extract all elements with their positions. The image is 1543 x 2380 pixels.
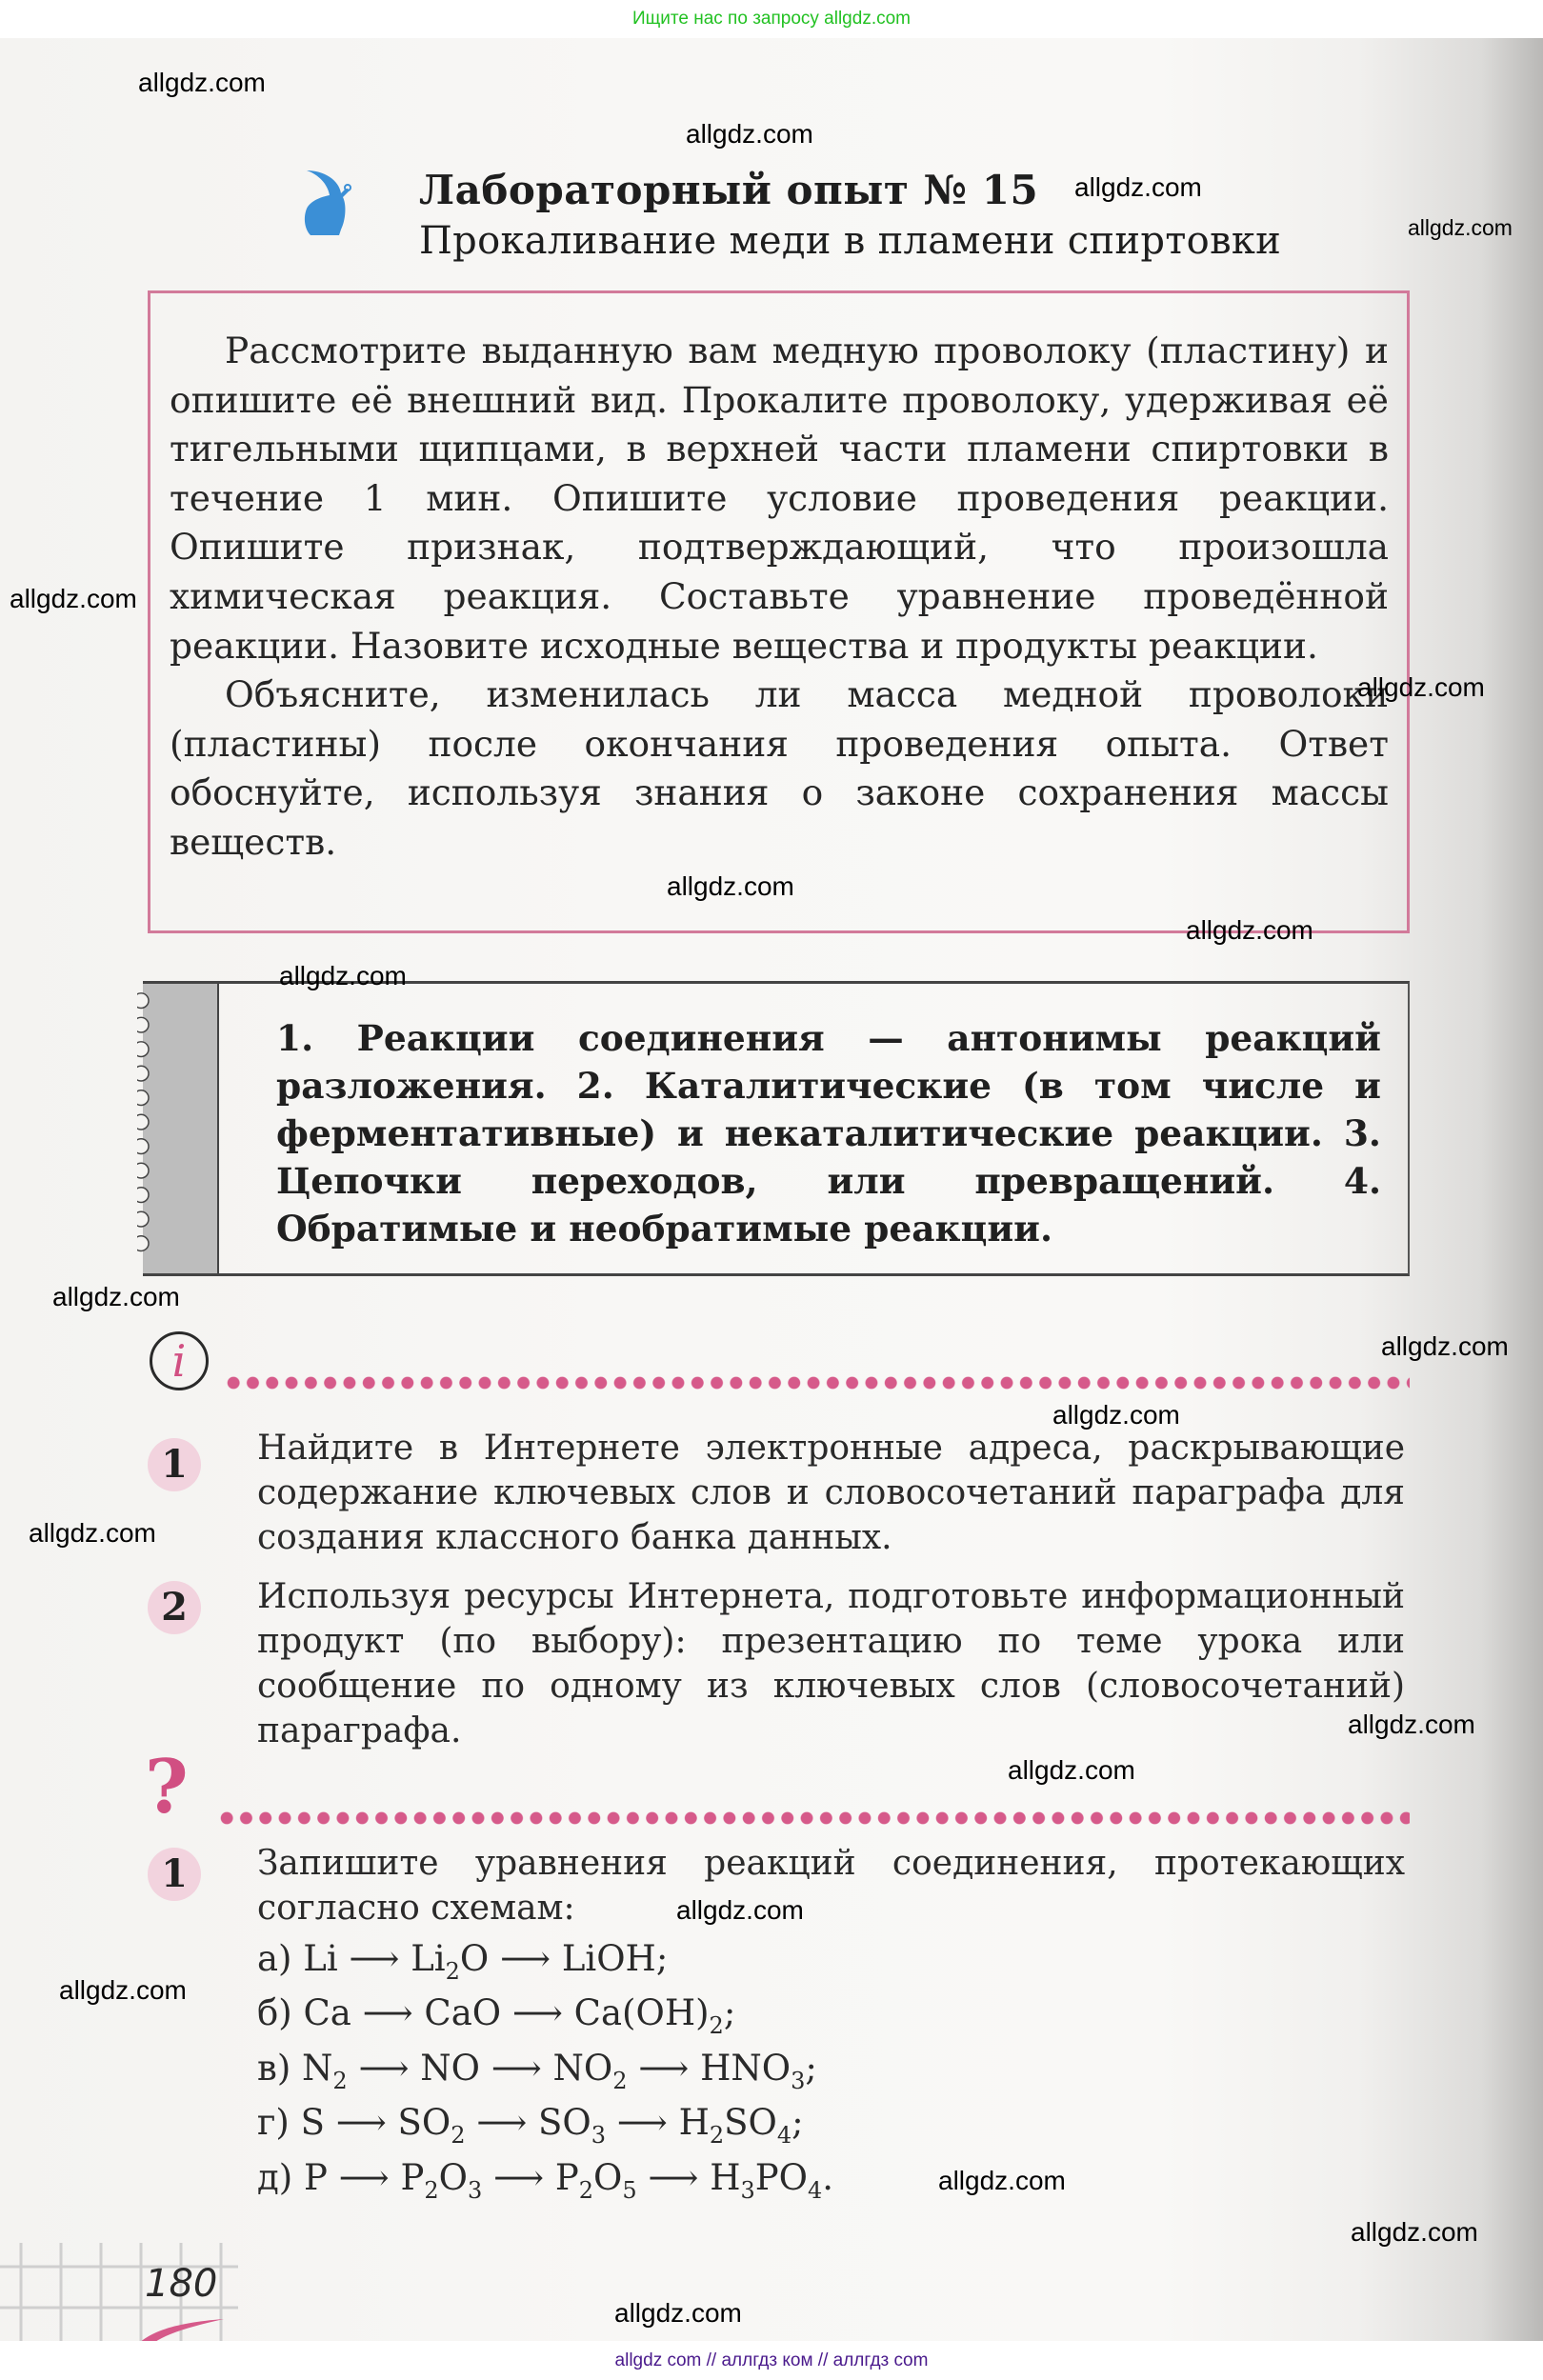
exercise-text: Используя ресурсы Интернета, подготовьте информационный продукт (по выбору): презентацию по теме урока или сообщение по одному из ключевых слов (словосочетаний) параграфа.: [257, 1577, 1405, 1750]
lab-subtitle: Прокаливание меди в пламени спиртовки: [419, 219, 1282, 263]
reaction-scheme-v: в) $N_2$ ⟶ NO ⟶ $NO_2$ ⟶ $HNO_3$;: [257, 2048, 817, 2094]
reaction-scheme-g: г) S ⟶ $SO_2$ ⟶ $SO_3$ ⟶ $H_2SO_4$;: [257, 2102, 804, 2149]
watermark: allgdz.com: [1357, 672, 1485, 702]
watermark: allgdz.com: [138, 68, 266, 97]
watermark: allgdz.com: [1351, 2217, 1478, 2247]
watermark: allgdz.com: [614, 2298, 742, 2328]
watermark: allgdz.com: [1381, 1331, 1509, 1361]
watermark: allgdz.com: [1008, 1755, 1135, 1785]
task-paragraph: Рассмотрите выданную вам медную проволоку (пластину) и опишите её внешний вид. Прокалите проволоку, удерживая её тигельными щипцами, в верхней части пламени спиртовки в течение 1 мин. Опишите условие проведения реакции. Опишите признак, подтверждающий, что произошла химическая реакция. Составьте уравнение проведённой реакции. Назовите исходные вещества и продукты реакции.: [170, 330, 1389, 667]
watermark: allgdz.com: [1348, 1710, 1475, 1739]
watermark: allgdz.com: [1074, 172, 1202, 202]
key-terms-box: [143, 981, 1410, 1276]
reaction-scheme-a: а) Li ⟶ $Li_2O$ ⟶ LiOH;: [257, 1938, 669, 1985]
exercise-text: Найдите в Интернете электронные адреса, раскрывающие содержание ключевых слов и словосочетаний параграфа для создания классного банка данных.: [257, 1429, 1405, 1557]
reaction-scheme-d: д) P ⟶ $P_2O_3$ ⟶ $P_2O_5$ ⟶ $H_3PO_4$.: [257, 2157, 834, 2204]
watermark: allgdz.com: [686, 119, 813, 149]
bottom-banner: allgdz com // аллгдз ком // аллгдз com: [0, 2341, 1543, 2380]
watermark: allgdz.com: [279, 961, 407, 990]
watermark: allgdz.com: [938, 2166, 1066, 2195]
watermark: allgdz.com: [59, 1975, 187, 2005]
reaction-scheme-b: б) Ca ⟶ CaO ⟶ $Ca(OH)_2$;: [257, 1992, 736, 2039]
key-terms-text: 1. Реакции соединения — антонимы реакций разложения. 2. Каталитические (в том числе и ферментативные) и некаталитические реакции. 3. Цепочки переходов, или превращений. 4. Обратимые и необратимые реакции.: [276, 1017, 1381, 1250]
watermark: allgdz.com: [676, 1895, 804, 1925]
dotted-divider: [217, 1810, 1410, 1827]
lab-task-text: [170, 327, 1389, 868]
scalloped-edge-decoration: [137, 984, 156, 1273]
lab-task-box: [148, 290, 1410, 933]
question-mark-icon: ?: [145, 1744, 189, 1830]
watermark: allgdz.com: [1186, 915, 1313, 945]
info-icon: i: [150, 1331, 209, 1390]
watermark: allgdz.com: [29, 1518, 156, 1548]
question-text: Запишите уравнения реакций соединения, протекающих согласно схемам:: [257, 1844, 1405, 1928]
question-number-badge: 1: [148, 1848, 201, 1901]
task-paragraph: Объясните, изменилась ли масса медной проволоки (пластины) после окончания проведения опыта. Ответ обоснуйте, используя знания о законе сохранения массы веществ.: [170, 673, 1389, 863]
exercise-number-badge: 2: [148, 1581, 201, 1634]
watermark: allgdz.com: [10, 584, 137, 613]
dotted-divider: [224, 1374, 1410, 1391]
exercise-number-badge: 1: [148, 1438, 201, 1491]
lab-title: Лабораторный опыт № 15: [419, 167, 1039, 213]
page-number: 180: [145, 2262, 218, 2306]
top-banner: Ищите нас по запросу allgdz.com: [0, 0, 1543, 38]
watermark: allgdz.com: [1052, 1400, 1180, 1430]
watermark: allgdz.com: [667, 871, 794, 901]
watermark: allgdz.com: [1408, 215, 1513, 240]
spirit-lamp-icon: [286, 167, 362, 243]
watermark: allgdz.com: [52, 1282, 180, 1311]
